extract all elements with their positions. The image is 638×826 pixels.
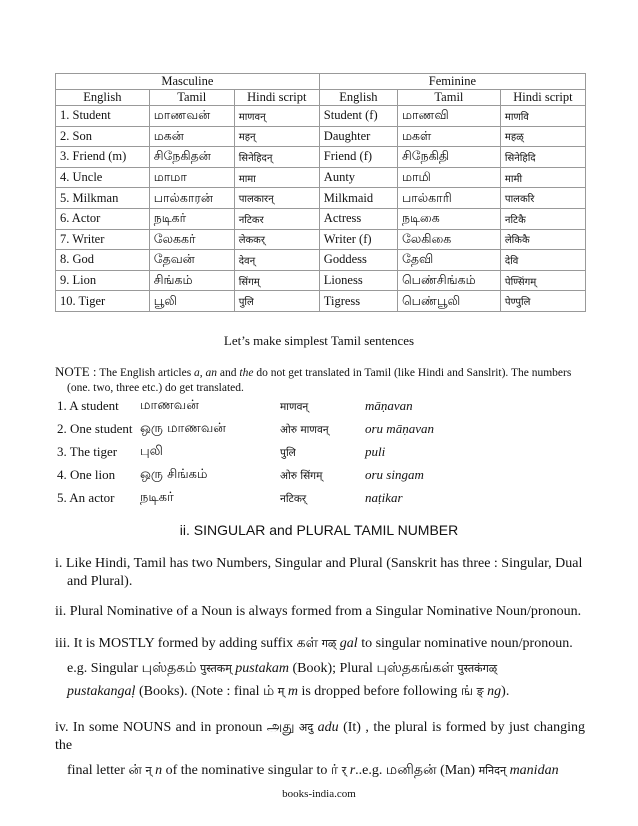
table-cell: லேககர் (149, 229, 234, 250)
table-cell: மகன் (149, 126, 234, 147)
table-cell: லேகிகை (397, 229, 500, 250)
hindi-word: पुस्तकम् (199, 662, 232, 675)
table-cell: தேவன் (149, 250, 234, 271)
example-tamil: ஒரு சிங்கம் (140, 467, 208, 482)
example-hindi: ओरु माणवन् (280, 424, 329, 436)
table-cell: पालकरि (500, 188, 585, 209)
table-cell: पेण्पुलि (500, 291, 585, 312)
table-cell: मामी (500, 167, 585, 188)
paragraph-text: of the nominative singular to (162, 763, 331, 778)
table-cell: Milkmaid (319, 188, 397, 209)
tamil-letter: ன் (128, 762, 142, 778)
table-cell: Aunty (319, 167, 397, 188)
table-cell: नटिकर (234, 208, 319, 229)
column-header: English (319, 90, 397, 106)
paragraph-example-line (55, 682, 585, 701)
paragraph-text: ..e.g. (355, 763, 386, 778)
example-hindi: नटिकर् (280, 493, 307, 505)
paragraph-suffix (55, 634, 585, 701)
paragraph-text: e.g. Singular (67, 661, 142, 676)
example-hindi: माणवन् (280, 401, 309, 413)
table-row (56, 250, 586, 271)
table-cell: பால்காரன் (149, 188, 234, 209)
tamil-word: அது (266, 719, 295, 735)
example-row (55, 444, 595, 466)
paragraph-example-line (55, 761, 585, 780)
table-row (56, 106, 586, 127)
table-cell: मामा (234, 167, 319, 188)
table-cell: माणवि (500, 106, 585, 127)
note-text: do not get translated in Tamil (like Hindi and Sanslrit). The numbers (253, 367, 572, 379)
tamil-word: கள் (296, 635, 319, 651)
transliteration: adu (317, 720, 339, 735)
example-hindi: पुलि (280, 447, 296, 459)
table-row (56, 208, 586, 229)
table-cell: Student (f) (319, 106, 397, 127)
example-tamil: மாணவன் (140, 398, 199, 413)
example-transliteration: oru māṇavan (365, 421, 434, 436)
table-cell: 5. Milkman (56, 188, 150, 209)
paragraph-plural-nominative: ii. Plural Nominative of a Noun is always formed from a Singular Nominative Noun/pronoun. (55, 604, 582, 619)
note-article: the (239, 367, 254, 379)
transliteration: r (349, 763, 356, 778)
paragraph-text: ). (501, 684, 510, 699)
table-row (56, 147, 586, 168)
table-cell: பூலி (149, 291, 234, 312)
table-cell: மாமா (149, 167, 234, 188)
paragraph-line: and Plural). (67, 574, 133, 589)
paragraph-numbers (55, 555, 585, 591)
table-row (56, 229, 586, 250)
table-cell: சிநேகிதி (397, 147, 500, 168)
table-cell: 8. God (56, 250, 150, 271)
table-cell: மாமி (397, 167, 500, 188)
table-cell: Daughter (319, 126, 397, 147)
table-cell: Goddess (319, 250, 397, 271)
table-cell: மகள் (397, 126, 500, 147)
tamil-word: மனிதன் (385, 762, 437, 778)
example-english: 5. An actor (57, 490, 115, 505)
table-cell: देवि (500, 250, 585, 271)
table-cell: पुलि (234, 291, 319, 312)
table-cell: सिंगम् (234, 270, 319, 291)
transliteration: ng (487, 684, 502, 699)
paragraph-plural-change (55, 718, 585, 780)
note-article: a, an (194, 367, 218, 379)
tamil-word: புஸ்தகங்கள் (376, 660, 454, 676)
table-cell: தேவி (397, 250, 500, 271)
table-row (56, 126, 586, 147)
gender-group-row (56, 74, 586, 90)
hindi-letter: ङ् (476, 685, 484, 698)
transliteration: gal (339, 636, 358, 651)
example-row (55, 490, 595, 512)
table-cell: Friend (f) (319, 147, 397, 168)
section-heading: ii. SINGULAR and PLURAL TAMIL NUMBER (179, 522, 459, 538)
column-header: Tamil (149, 90, 234, 106)
table-cell: 7. Writer (56, 229, 150, 250)
table-cell: 2. Son (56, 126, 150, 147)
paragraph-text: to singular nominative noun/pronoun. (357, 636, 573, 651)
example-english: 3. The tiger (57, 444, 118, 459)
paragraph-text: is dropped before following (297, 684, 461, 699)
table-cell: सिनेहिदन् (234, 147, 319, 168)
transliteration: n (155, 763, 163, 778)
table-cell: பால்காரி (397, 188, 500, 209)
table-cell: Lioness (319, 270, 397, 291)
table-cell: Writer (f) (319, 229, 397, 250)
column-header: Hindi script (500, 90, 585, 106)
table-cell: देवन् (234, 250, 319, 271)
note-text: and (217, 367, 240, 379)
transliteration: manidan (509, 763, 559, 778)
transliteration: pustakam (235, 661, 289, 676)
tamil-word: புஸ்தகம் (141, 660, 197, 676)
example-english: 4. One lion (57, 467, 116, 482)
paragraph-line: i. Like Hindi, Tamil has two Numbers, Singular and Plural (Sanskrit has three : Singular, Dual (55, 556, 583, 571)
hindi-word: पुस्तकंगळ् (457, 662, 498, 675)
table-cell: 1. Student (56, 106, 150, 127)
column-header: Tamil (397, 90, 500, 106)
table-cell: சிநேகிதன் (149, 147, 234, 168)
example-transliteration: naṭikar (365, 490, 403, 505)
table-row (56, 188, 586, 209)
table-cell: நடிகர் (149, 208, 234, 229)
column-header-row (56, 90, 586, 106)
note-text: (one. two, three etc.) do get translated. (67, 382, 244, 394)
table-row (56, 270, 586, 291)
transliteration: pustakangaḷ (67, 684, 136, 699)
table-cell: महळ् (500, 126, 585, 147)
table-cell: நடிகை (397, 208, 500, 229)
table-cell: 6. Actor (56, 208, 150, 229)
paragraph-text: iii. It is MOSTLY formed by adding suffix (55, 636, 297, 651)
paragraph-text: iv. In some NOUNS and in pronoun (55, 720, 267, 735)
table-cell: 9. Lion (56, 270, 150, 291)
paragraph-text: (It) , the plural is formed by just changing the (55, 720, 586, 753)
table-cell: 4. Uncle (56, 167, 150, 188)
table-cell: 10. Tiger (56, 291, 150, 312)
table-cell: पालकारन् (234, 188, 319, 209)
column-header: Hindi script (234, 90, 319, 106)
paragraph-example-line (55, 659, 585, 678)
table-cell: Actress (319, 208, 397, 229)
example-row (55, 467, 595, 489)
hindi-word: मनिदन् (478, 764, 507, 777)
table-cell: लेकिकै (500, 229, 585, 250)
example-transliteration: oru singam (365, 467, 424, 482)
paragraph-text: (Book); Plural (288, 661, 377, 676)
table-cell: 3. Friend (m) (56, 147, 150, 168)
example-english: 2. One student (57, 421, 133, 436)
example-tamil: புலி (140, 444, 163, 459)
paragraph-text: final letter (67, 763, 129, 778)
table-row (56, 291, 586, 312)
example-tamil: நடிகர் (140, 490, 174, 505)
page-footer: books-india.com (282, 788, 356, 800)
example-english: 1. A student (57, 398, 119, 413)
note-text: The English articles (96, 367, 195, 379)
hindi-letter: म् (277, 685, 285, 698)
table-cell: பெண்சிங்கம் (397, 270, 500, 291)
example-transliteration: puli (365, 444, 386, 459)
feminine-group-header: Feminine (319, 74, 585, 90)
note-paragraph (55, 365, 585, 395)
table-cell: Tigress (319, 291, 397, 312)
table-cell: सिनेहिदि (500, 147, 585, 168)
hindi-word: गळ् (321, 637, 337, 650)
table-cell: माणवन् (234, 106, 319, 127)
table-cell: नटिकै (500, 208, 585, 229)
tamil-letter: ம் (262, 683, 275, 699)
example-transliteration: māṇavan (365, 398, 413, 413)
table-cell: पेण्सिंगम् (500, 270, 585, 291)
tamil-letter: ர் (330, 762, 339, 778)
vocabulary-table (55, 73, 586, 312)
example-row (55, 398, 595, 420)
table-cell: लेककर् (234, 229, 319, 250)
example-tamil: ஒரு மாணவன் (140, 421, 226, 436)
paragraph-text: (Man) (436, 763, 479, 778)
tamil-letter: ங் (460, 683, 474, 699)
masculine-group-header: Masculine (56, 74, 320, 90)
table-cell: சிங்கம் (149, 270, 234, 291)
hindi-word: अदु (298, 721, 314, 734)
hindi-letter: न् (145, 764, 152, 777)
hindi-letter: र् (341, 764, 347, 777)
column-header: English (56, 90, 150, 106)
table-cell: மாணவி (397, 106, 500, 127)
note-label: NOTE : (55, 364, 97, 379)
table-cell: மாணவன் (149, 106, 234, 127)
section-title: Let’s make simplest Tamil sentences (223, 333, 415, 348)
table-row (56, 167, 586, 188)
table-cell: महन् (234, 126, 319, 147)
example-hindi: ओरु सिंगम् (280, 470, 323, 482)
transliteration: m (287, 684, 298, 699)
paragraph-text: (Books). (Note : final (135, 684, 263, 699)
example-row (55, 421, 595, 443)
table-cell: பெண்பூலி (397, 291, 500, 312)
